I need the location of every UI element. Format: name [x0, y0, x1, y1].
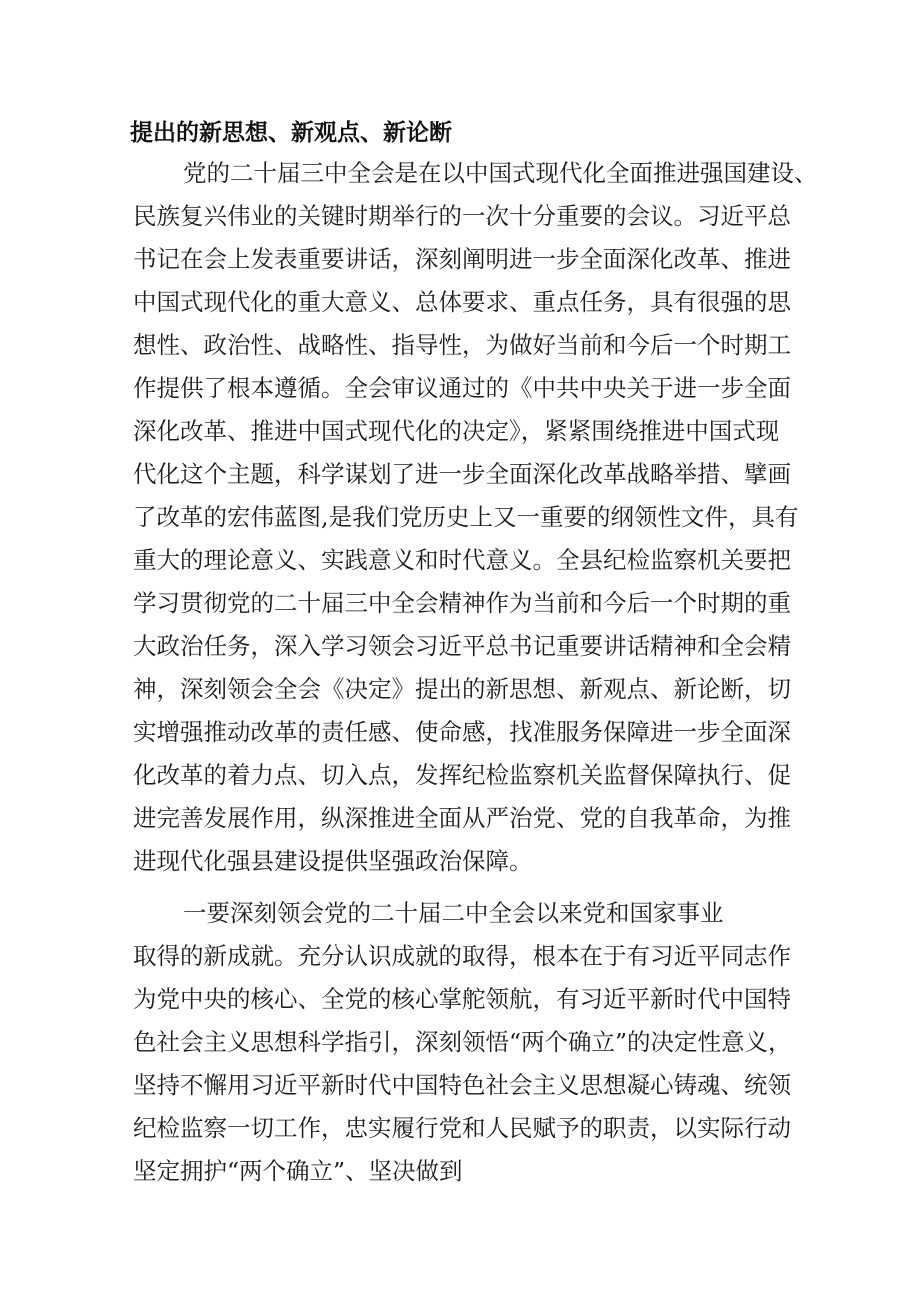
- paragraph-line: 化改革的着力点、切入点，发挥纪检监察机关监督保障执行、促: [133, 761, 791, 789]
- paragraph-line: 党的二十届三中全会是在以中国式现代化全面推进强国建设、: [183, 159, 818, 187]
- paragraph-line: 实增强推动改革的责任感、使命感，找准服务保障进一步全面深: [133, 718, 791, 746]
- paragraph-line: 进完善发展作用，纵深推进全面从严治党、党的自我革命，为推: [133, 804, 791, 832]
- paragraph-line: 民族复兴伟业的关键时期举行的一次十分重要的会议。习近平总: [133, 202, 791, 230]
- paragraph-line: 深化改革、推进中国式现代化的决定》，紧紧围绕推进中国式现: [133, 417, 780, 445]
- paragraph-line: 重大的理论意义、实践意义和时代意义。全县纪检监察机关要把: [133, 546, 791, 574]
- paragraph-line: 大政治任务，深入学习领会习近平总书记重要讲话精神和全会精: [133, 632, 791, 660]
- paragraph-line: 中国式现代化的重大意义、总体要求、重点任务，具有很强的思: [133, 288, 791, 316]
- paragraph-line: 取得的新成就。充分认识成就的取得，根本在于有习近平同志作: [133, 942, 791, 970]
- paragraph-line: 坚持不懈用习近平新时代中国特色社会主义思想凝心铸魂、统领: [133, 1071, 791, 1099]
- section-heading: 提出的新思想、新观点、新论断: [130, 120, 452, 146]
- paragraph-line: 学习贯彻党的二十届三中全会精神作为当前和今后一个时期的重: [133, 589, 791, 617]
- paragraph-line: 进现代化强县建设提供坚强政治保障。: [133, 847, 533, 875]
- paragraph-line: 书记在会上发表重要讲话，深刻阐明进一步全面深化改革、推进: [133, 245, 791, 273]
- paragraph-line: 色社会主义思想科学指引，深刻领悟“两个确立”的决定性意义，: [133, 1028, 792, 1056]
- paragraph-line: 一要深刻领会党的二十届二中全会以来党和国家事业: [183, 899, 724, 927]
- paragraph-line: 作提供了根本遵循。全会审议通过的《中共中央关于进一步全面: [133, 374, 791, 402]
- paragraph-line: 为党中央的核心、全党的核心掌舵领航，有习近平新时代中国特: [133, 985, 791, 1013]
- paragraph-line: 代化这个主题，科学谋划了进一步全面深化改革战略举措、擘画: [133, 460, 791, 488]
- paragraph-line: 想性、政治性、战略性、指导性，为做好当前和今后一个时期工: [133, 331, 791, 359]
- paragraph-line: 坚定拥护“两个确立”、坚决做到: [133, 1157, 463, 1185]
- paragraph-line: 纪检监察一切工作，忠实履行党和人民赋予的职责，以实际行动: [133, 1114, 791, 1142]
- paragraph-line: 神，深刻领会全会《决定》提出的新思想、新观点、新论断，切: [133, 675, 791, 703]
- paragraph-line: 了改革的宏伟蓝图,是我们党历史上又一重要的纲领性文件，具有: [133, 503, 799, 531]
